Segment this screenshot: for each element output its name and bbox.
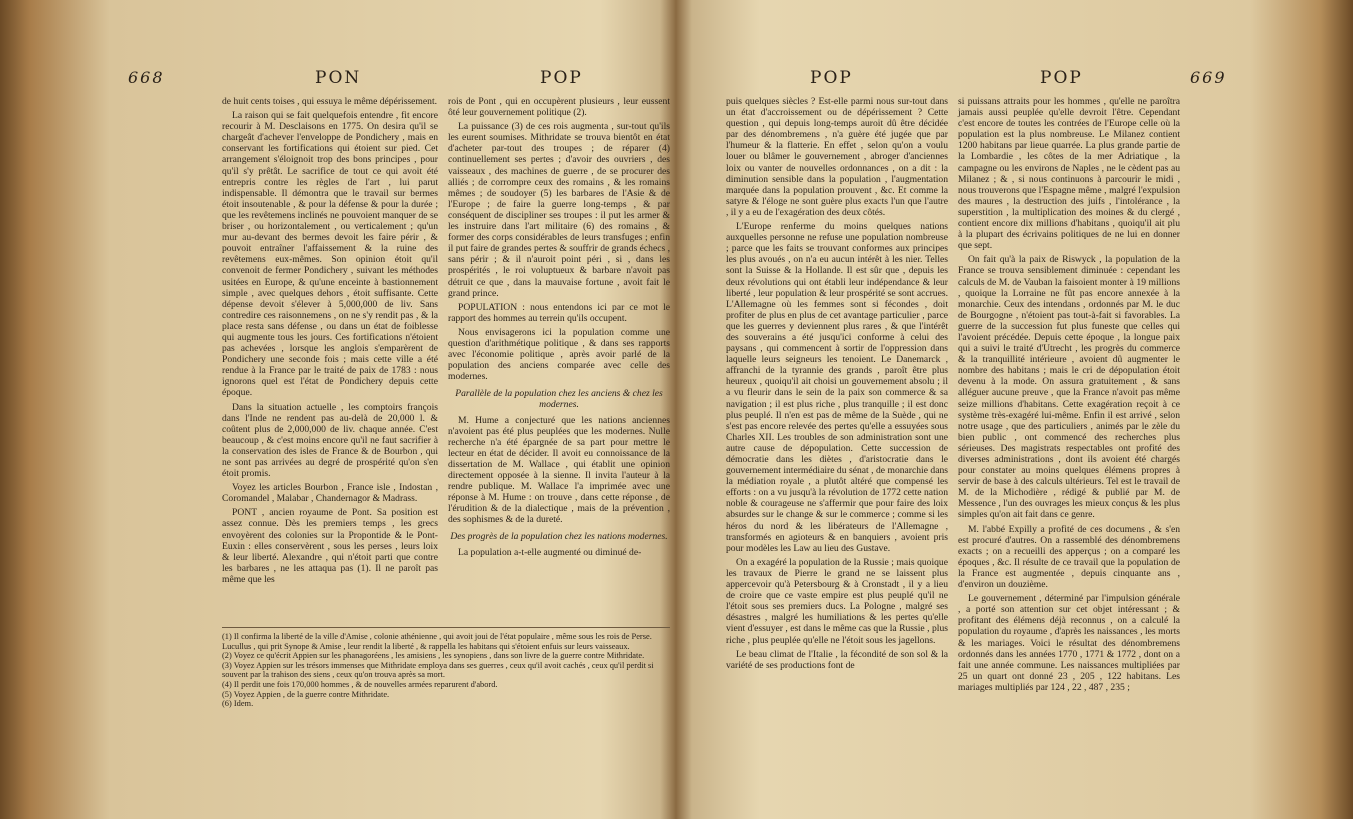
footnotes [222, 632, 670, 709]
footnote: (3) Voyez Appien sur les trésors immenses que Mithridate employa dans ses guerres , ceux qu'il avoit cachés , ceux qu'il perdit si souvent par la trahison des siens , ceux qu'on trouva après sa mort. [222, 660, 654, 680]
see-also: Voyez les articles Bourbon , France isle , Indostan , Coromandel , Malabar , Chandernagor & Madrass. [222, 482, 438, 505]
running-head-right: POP [540, 68, 583, 88]
entry-population: POPULATION : nous entendons ici par ce mot le rapport des hommes au terrein qu'ils occupent. [448, 301, 670, 324]
paragraph: On fait qu'à la paix de Riswyck , la population de la France se trouva sensiblement diminuée : cependant les calculs de M. de Vauban la faisoient monter à 19 millions , quoique la Lorraine ne fût pas encore annexée à la monarchie. Ceux des intendans , ordonnés par M. le duc de Bourgogne , n'étoient pas tout-à-fait si favorables. La guerre de la succession fut plus funeste que celles qui l'avoient précédée. Depuis cette époque , la longue paix qui a suivi le traité d'Utrecht , les progrès du commerce & la tranquillité intérieure , avoient dû augmenter le nombre des habitans ; mais le cri de dépopulation étoit devenu à la mode. On assura gratuitement , & sans alléguer aucune preuve , que la France n'avoit pas même seize millions d'habitans. Cette exagération reçoit à ce système très-exagéré lui-même. Enfin il est arrivé , selon notre usage , que des particuliers , animés par le zèle du bien public , ont commencé des recherches plus sérieuses. Des magistrats respectables ont profité des diverses administrations , dont ils avoient été chargés pour constater au moins quelques élémens propres à servir de base à des calculs ultérieurs. Tel est le travail de M. de la Michodière , rédigé & publié par M. de Messence , l'un des ouvrages les mieux conçus & les plus simples qu'on ait fait dans ce genre. [958, 254, 1180, 521]
paragraph: puis quelques siècles ? Est-elle parmi nous sur-tout dans un état d'accroissement ou de dépérissement ? Cette question , qui depuis long-temps auroit dû être décidée par des dénombremens , n'a guère été jugée que par l'humeur & la flatterie. En effet , selon qu'on a voulu louer ou blâmer le gouvernement , abroger d'anciennes loix ou vanter de nouvelles ordonnances , on a dit : la diminution sensible dans la population , l'augmentation marquée dans la population prouvent , &c. Et comme la satyre & l'éloge ne sont guère plus exacts l'un que l'autre , il y a eu de l'exagération des deux côtés. [726, 96, 948, 218]
footnote-rule [222, 627, 670, 628]
footnote: (4) Il perdit une fois 170,000 hommes , & de nouvelles armées reparurent d'abord. [222, 679, 498, 689]
paragraph: M. l'abbé Expilly a profité de ces documens , & s'en est procuré d'autres. On a rassemblé des dénombremens exacts ; on a recueilli des apperçus ; on a comparé les époques , &c. Il résulte de ce travail que la population de la France est augmentée , depuis cinquante ans , d'environ un douzième. [958, 523, 1180, 591]
footnote: (5) Voyez Appien , de la guerre contre Mithridate. [222, 689, 390, 699]
paragraph: si puissans attraits pour les hommes , qu'elle ne paroîtra jamais aussi peuplée qu'elle devroit l'être. Cependant c'est encore de toutes les contrées de l'Europe celle où la population est la plus nombreuse. Le Milanez contient 1200 habitans par lieue quarrée. La plus grande partie de la Lombardie , les côtes de la mer Adriatique , la campagne ou les environs de Naples , ne le cèdent pas au Milanez ; & , si nous continuons à parcourir le midi , nous trouverons que l'Espagne même , malgré l'expulsion des maures , la destruction des juifs , l'intolérance , la superstition , la multiplication des moines & du clergé , contient encore dix millions d'habitans , quoiqu'il ait plu à la plupart des écrivains politiques de ne lui en donner que sept. [958, 96, 1180, 252]
entry-pont: PONT , ancien royaume de Pont. Sa position est assez connue. Dès les premiers temps , les grecs envoyèrent des colonies sur la Propontide & le Pont-Euxin : elles conservèrent , sous les perses , leurs loix & leur liberté. Alexandre , qui n'étoit parti que contre les barbares , ne les attaqua pas (1). Il ne paroît pas même que les [222, 507, 438, 585]
running-head-right: POP [1040, 68, 1083, 88]
section-heading: Des progrès de la population chez les nations modernes. [450, 531, 668, 543]
paragraph: Le gouvernement , déterminé par l'impulsion générale , a porté son attention sur cet objet intéressant ; & profitant des élémens déjà reconnus , on a calculé la population du royaume , d'après les naissances , les morts & les mariages. Voici le résultat des dénombremens ordonnés dans les années 1770 , 1771 & 1772 , dont on a fait une année commune. Les naissances multipliées par 25 un quart ont donné 23 , 205 , 122 habitans. Les mariages multipliés par 124 , 22 , 487 , 235 ; [958, 593, 1180, 693]
paragraph: La puissance (3) de ces rois augmenta , sur-tout qu'ils les eurent soumises. Mithridate se trouva bientôt en état d'acheter par-tout des troupes ; de réparer (4) continuellement ses pertes ; d'avoir des ouvriers , des vaisseaux , des machines de guerre , de se procurer des alliés ; de corrompre ceux des romains , & les romains mêmes ; de soudoyer (5) les barbares de l'Asie & de l'Europe ; de faire la guerre long-temps , & par conséquent de discipliner ses troupes : il put les armer & les instruire dans l'art militaire (6) des romains , & former des corps considérables de leurs transfuges ; enfin il put faire de grandes pertes & souffrir de grands échecs , sans périr ; & il n'auroit point péri , si , dans les prospérités , le roi voluptueux & barbare n'avoit pas détruit ce que , dans la mauvaise fortune , avoit fait le grand prince. [448, 121, 670, 299]
footnote: (2) Voyez ce qu'écrit Appien sur les phanagoréens , les amisiens , les synopiens , dans son livre de la guerre contre Mithridate. [222, 651, 645, 661]
right-page-column-2 [958, 96, 1180, 696]
page-number-left: 668 [128, 68, 165, 87]
running-head-left: PON [315, 68, 362, 88]
footnote: (6) Idem. [222, 699, 254, 709]
paragraph: On a exagéré la population de la Russie ; mais quoique les travaux de Pierre le grand ne se laissent plus appercevoir qu'à Petersbourg & à Cronstadt , il y a lieu de croire que ce vaste empire est plus peuplé qu'il ne l'étoit sous ses premiers ducs. La Pologne , malgré ses désastres , malgré les humiliations & les pertes qu'elle vient d'essuyer , est dans le même cas que la Russie , plus riche , plus peuplée qu'elle ne l'étoit sous les jagellons. [726, 556, 948, 646]
paragraph: rois de Pont , qui en occupèrent plusieurs , leur eussent ôté leur gouvernement politique (2). [448, 96, 670, 119]
left-page [110, 0, 675, 819]
paragraph: Le beau climat de l'Italie , la fécondité de son sol & la variété de ses productions font de [726, 648, 948, 671]
paragraph: Dans la situation actuelle , les comptoirs françois dans l'Inde ne rendent pas au-delà de 20,000 l. & coûtent plus de 2,000,000 de liv. chaque année. C'est beaucoup , & c'est moins encore qu'il ne faut sacrifier à la conservation des isles de France & de Bourbon , qui ne sont pas arrivées au degré de prospérité qu'on s'en étoit promis. [222, 401, 438, 480]
left-page-column-2 [448, 96, 670, 561]
right-page [690, 0, 1250, 819]
paragraph: de huit cents toises , qui essuya le même dépérissement. [222, 96, 438, 107]
running-head-left: POP [810, 68, 853, 88]
paragraph: L'Europe renferme du moins quelques nations auxquelles personne ne refuse une population nombreuse ; parce que les faits se trouvant conformes aux principes les plus avoués , on n'a eu aucun intérêt à les nier. Telles sont la Suisse & la Hollande. Il est sûr que , depuis les deux révolutions qui ont établi leur indépendance & leur liberté , leur population & leur prospérité se sont accrues. L'Allemagne où les femmes sont si fécondes , doit profiter de plus en plus de cet avantage particulier , parce que les guerres y deviennent plus rares , & que l'intérêt des souverains a été jusqu'ici conforme à celui des paysans , qui commencent à sortir de l'oppression dans laquelle leurs seigneurs les tenoient. Le Danemarck , affranchi de la tyrannie des grands , paroît être plus heureux , quoiqu'il ait choisi un gouvernement absolu ; il a vu fleurir dans le sein de la paix son commerce & sa navigation ; il est plus riche , plus tranquille ; il est donc plus peuplé. Il n'en est pas de même de la Suède , qui ne s'est pas encore relevée des pertes qu'elle a essuyées sous Charles XII. Les troubles de son administration sont une autre cause de dépopulation. Cette succession de démocratie dans les diètes , d'aristocratie dans le gouvernement intermédiaire du sénat , de monarchie dans la médiation royale , a plutôt altéré que compensé les efforts : on a vu jusqu'à la révolution de 1772 cette nation noble & courageuse ne s'affermir que pour faire des loix absurdes sur le change & sur le commerce ; comme si les héros du nord & les libérateurs de l'Allemagne , transformés en agioteurs & en banquiers , avoient pris pour modèles les Law au lieu des Gustave. [726, 221, 948, 554]
right-page-column-1 [726, 96, 948, 674]
paragraph: M. Hume a conjecturé que les nations anciennes n'avoient pas été plus peuplées que les modernes. Nulle recherche n'a été épargnée de sa part pour mettre le lecteur en état de décider. Il avoit eu connoissance de la dissertation de M. Wallace , qui établit une opinion directement opposée à la sienne. Il invita l'auteur à la rendre publique. M. Wallace l'a imprimée avec une réponse à M. Hume : on trouve , dans cette réponse , de l'érudition & de la dialectique , mais de la prévention , des sophismes & de la dureté. [448, 414, 670, 526]
paragraph: La population a-t-elle augmenté ou diminué de- [458, 546, 642, 558]
left-page-column-1 [222, 96, 438, 588]
paragraph: La raison qui se fait quelquefois entendre , fit encore recourir à M. Desclaisons en 1775. On desira qu'il se chargeât d'achever l'enveloppe de Pondichery , mais en conservant les fortifications qui étoient sur pied. Cet arrangement s'éloignoit trop des bons principes , pour qu'il s'y prêtât. Le sacrifice de tout ce qui avoit été entrepris contre les règles de l'art , lui parut indispensable. Il démontra que le travail sur bermes étoit insoutenable , & pour la défense & pour la durée ; que les revêtemens inclinés ne pouvoient manquer de se briser , ou horizontalement , ou verticalement ; qu'un mur au-devant des bermes devoit les faire périr , & pouvoit entraîner l'affaissement & la ruine des revêtemens eux-mêmes. Son opinion étoit qu'il convenoit de fermer Pondichery , suivant les méthodes usitées en Europe, & qu'une enceinte à bastionnement simple , avec quelques dehors , étoit suffisante. Cette dépense devoit s'élever à 5,000,000 de liv. Sans contredire ces raisonnemens , on ne s'y rendit pas , & la place resta sans défense , ou dans un état de foiblesse qui augmente tous les jours. Ces fortifications n'étoient pas achevées , lorsque les anglois s'emparèrent de Pondichery une seconde fois ; mais cette ville a été rendue à la France par le traité de paix de 1783 : nous ignorons quel est l'état de Pondichery depuis cette époque. [222, 110, 438, 399]
footnote: (1) Il confirma la liberté de la ville d'Amise , colonie athénienne , qui avoit joui de l'état populaire , même sous les rois de Perse. Lucullus , qui prit Synope & Amise , leur rendit la liberté , & rappella les habitans qui s'étoient enfuis sur leurs vaisseaux. [222, 632, 652, 651]
section-heading: Parallèle de la population chez les anciens & chez les modernes. [455, 388, 663, 411]
page-number-right: 669 [1190, 68, 1227, 87]
paragraph: Nous envisagerons ici la population comme une question d'arithmétique politique , & dans ses rapports avec l'économie politique , après avoir parlé de la population des anciens comparée avec celle des modernes. [448, 326, 670, 383]
